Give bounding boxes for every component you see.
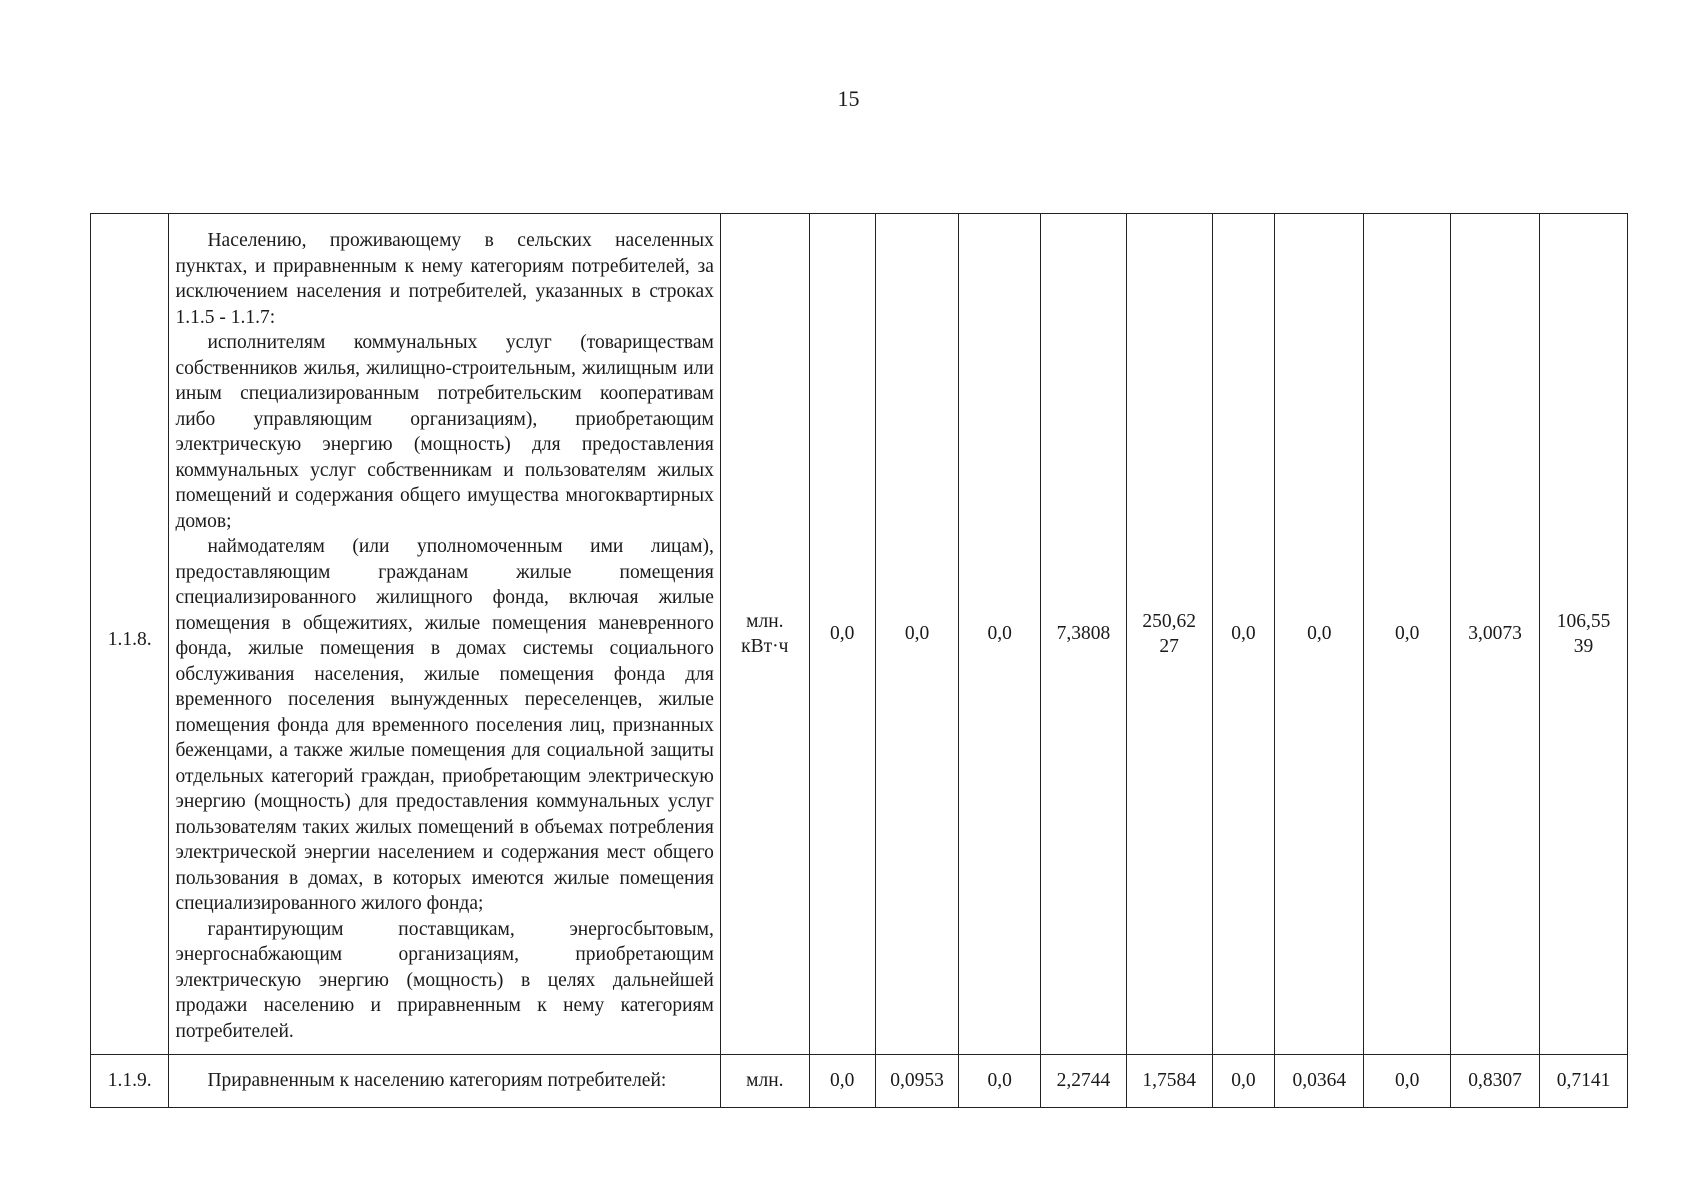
value-cell: 0,0 <box>1212 214 1275 1055</box>
value-cell: 0,0364 <box>1275 1055 1364 1108</box>
value-cell: 7,3808 <box>1041 214 1127 1055</box>
value-cell: 1,7584 <box>1126 1055 1212 1108</box>
value-cell: 106,55 39 <box>1540 214 1628 1055</box>
value-cell: 0,0 <box>809 214 875 1055</box>
value-cell: 0,0 <box>875 214 959 1055</box>
value-cell: 0,0 <box>1275 214 1364 1055</box>
value-cell: 0,0 <box>1212 1055 1275 1108</box>
value-cell: 0,0 <box>1364 214 1451 1055</box>
value-cell: 0,0 <box>959 214 1041 1055</box>
description-paragraph: исполнителям коммунальных услуг (товариществам собственников жилья, жилищно-строительным, жилищным или иным специализированным потребительским кооперативам либо управляющим организациям), приобретающим электрическую энергию (мощность) для предоставления коммунальных услуг собственникам и пользователям жилых помещений и содержания общего имущества многоквартирных домов; <box>175 332 714 532</box>
unit-cell: млн. <box>720 1055 809 1108</box>
description-paragraph: Населению, проживающему в сельских населенных пунктах, и приравненным к нему категориям потребителей, за исключением населения и потребителей, указанных в строках 1.1.5 - 1.1.7: <box>175 230 714 328</box>
value-cell: 0,0 <box>809 1055 875 1108</box>
value-cell: 2,2744 <box>1041 1055 1127 1108</box>
page-number: 15 <box>837 86 860 111</box>
value-cell: 0,7141 <box>1540 1055 1628 1108</box>
tariff-table <box>90 213 1628 1108</box>
value-cell: 0,8307 <box>1451 1055 1540 1108</box>
row-description <box>169 214 720 1055</box>
table-row <box>91 214 1628 1055</box>
value-cell: 0,0 <box>959 1055 1041 1108</box>
table-row <box>91 1055 1628 1108</box>
row-description <box>169 1055 720 1108</box>
row-number: 1.1.8. <box>91 214 169 1055</box>
value-cell: 250,62 27 <box>1126 214 1212 1055</box>
description-paragraph: гарантирующим поставщикам, энергосбытовым, энергоснабжающим организациям, приобретающим электрическую энергию (мощность) в целях дальнейшей продажи населению и приравненным к нему категориям потребителей. <box>175 918 714 1042</box>
value-cell: 0,0 <box>1364 1055 1451 1108</box>
value-cell: 0,0953 <box>875 1055 959 1108</box>
value-cell: 3,0073 <box>1451 214 1540 1055</box>
row-number: 1.1.9. <box>91 1055 169 1108</box>
description-paragraph: наймодателям (или уполномоченным ими лицам), предоставляющим гражданам жилые помещения специализированного жилищного фонда, включая жилые помещения в общежитиях, жилые помещения маневренного фонда, жилые помещения в домах системы социального обслуживания населения, жилые помещения фонда для временного поселения вынужденных переселенцев, жилые помещения фонда для временного поселения лиц, признанных беженцами, а также жилые помещения для социальной защиты отдельных категорий граждан, приобретающим электрическую энергию (мощность) для предоставления коммунальных услуг пользователям таких жилых помещений в объемах потребления электрической энергии населением и содержания мест общего пользования в домах, в которых имеются жилые помещения специализированного жилого фонда; <box>175 536 714 914</box>
unit-cell: млн. кВт·ч <box>720 214 809 1055</box>
description-paragraph: Приравненным к населению категориям потребителей: <box>207 1070 667 1092</box>
